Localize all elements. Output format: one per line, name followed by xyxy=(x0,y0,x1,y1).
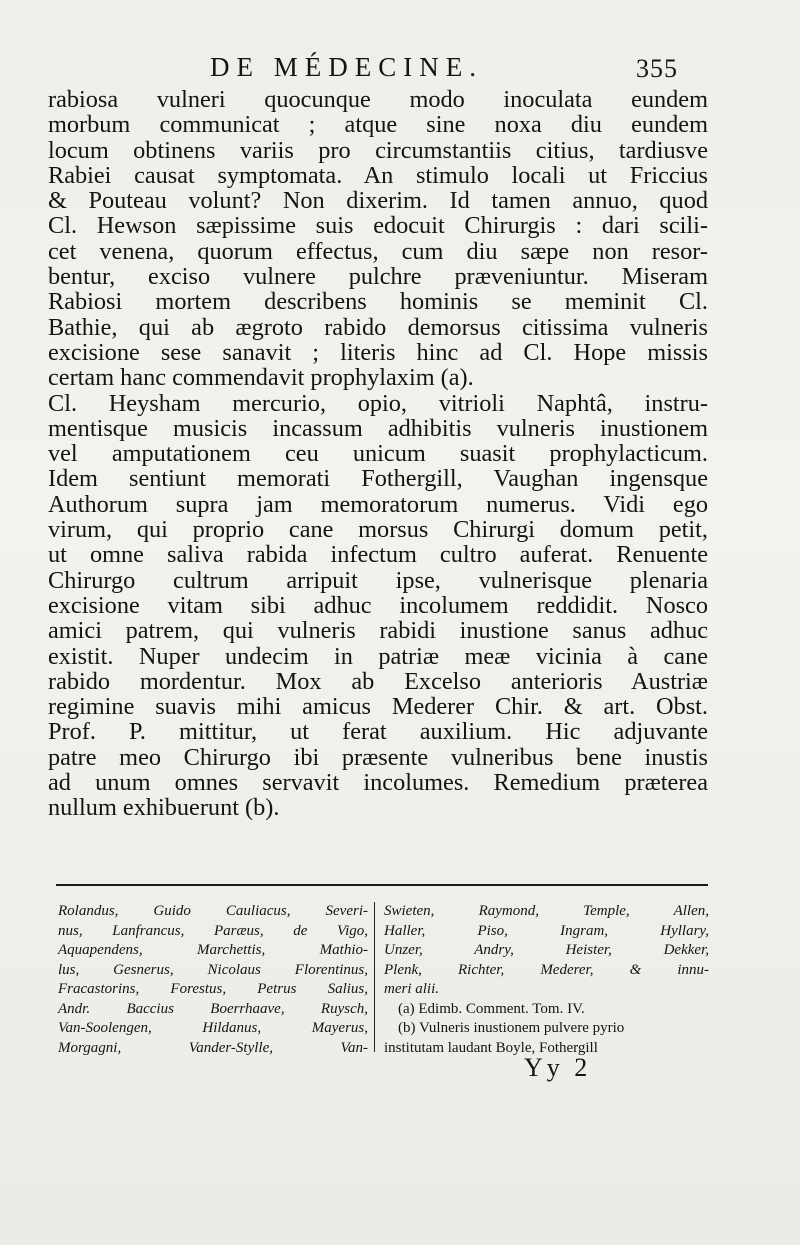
text-line: virum, qui proprio cane morsus Chirurgi domum petit, xyxy=(48,516,708,544)
footnote-line: meri alii. xyxy=(384,981,439,997)
text-line: rabiosa vulneri quocunque modo inoculata eundem xyxy=(48,86,708,113)
text-line: Authorum supra jam memoratorum numerus. Vidi ego xyxy=(48,490,708,518)
text-line: morbum communicat ; atque sine noxa diu eundem xyxy=(48,111,708,139)
text-line: vel amputationem ceu unicum suasit prophylacticum. xyxy=(48,440,708,468)
footnote-line: Rolandus, Guido Cauliacus, Severi- xyxy=(58,903,368,919)
text-line: Rabiei causat symptomata. An stimulo locali ut Friccius xyxy=(48,161,708,189)
text-line: Cl. Hewson sæpissime suis edocuit Chirurgis : dari scili- xyxy=(48,212,708,240)
text-line: locum obtinens variis pro circumstantiis citius, tardiusve xyxy=(48,136,708,164)
text-line: Idem sentiunt memorati Fothergill, Vaughan ingensque xyxy=(48,465,708,493)
page-header xyxy=(0,48,800,88)
signature-mark: Yy 2 xyxy=(524,1053,592,1082)
text-line: ut omne saliva rabida infectum cultro auferat. Renuente xyxy=(48,541,708,569)
text-line: Chirurgo cultrum arripuit ipse, vulnerisque plenaria xyxy=(48,566,708,594)
page-number: 355 xyxy=(636,54,678,83)
footnote-line: Plenk, Richter, Mederer, & innu- xyxy=(384,961,709,978)
text-line: Bathie, qui ab ægroto rabido demorsus citissima vulneris xyxy=(48,313,708,341)
text-line: rabido mordentur. Mox ab Excelso anterioris Austriæ xyxy=(48,667,708,695)
footnote-line: nus, Lanfrancus, Paræus, de Vigo, xyxy=(58,922,368,939)
footnote-line: Morgagni, Vander-Stylle, Van- xyxy=(58,1039,368,1056)
footnote-b-continued: institutam laudant Boyle, Fothergill xyxy=(384,1039,598,1056)
text-line: amici patrem, qui vulneris rabidi inustione sanus adhuc xyxy=(48,617,708,645)
footnote-right-column xyxy=(384,902,709,1058)
text-line: existit. Nuper undecim in patriæ meæ vicinia à cane xyxy=(48,642,708,670)
text-line: nullum exhibuerunt (b). xyxy=(48,794,280,822)
footnote-line: Swieten, Raymond, Temple, Allen, xyxy=(384,903,709,919)
text-line: cet venena, quorum effectus, cum diu sæpe non resor- xyxy=(48,237,708,265)
footnote-line: Unzer, Andry, Heister, Dekker, xyxy=(384,942,709,958)
footnote-line: Van-Soolengen, Hildanus, Mayerus, xyxy=(58,1020,368,1036)
text-line: Prof. P. mittitur, ut ferat auxilium. Hic adjuvante xyxy=(48,718,708,746)
text-line: excisione sese sanavit ; literis hinc ad Cl. Hope missis xyxy=(48,338,708,366)
text-line: mentisque musicis incassum adhibitis vulneris inustionem xyxy=(48,414,708,442)
footnote-line: Fracastorins, Forestus, Petrus Salius, xyxy=(58,981,368,997)
text-line: excisione vitam sibi adhuc incolumem reddidit. Nosco xyxy=(48,591,708,619)
footnote-a: (a) Edimb. Comment. Tom. IV. xyxy=(398,1000,585,1017)
footnote-line: Andr. Baccius Boerrhaave, Ruysch, xyxy=(58,1000,368,1017)
text-line: ad unum omnes servavit incolumes. Remedium præterea xyxy=(48,769,708,797)
text-line: certam hanc commendavit prophylaxim (a). xyxy=(48,364,474,392)
footnote-line: lus, Gesnerus, Nicolaus Florentinus, xyxy=(58,961,368,978)
text-line: bentur, exciso vulnere pulchre præveniuntur. Miseram xyxy=(48,263,708,291)
footnote-b: (b) Vulneris inustionem pulvere pyrio xyxy=(398,1020,625,1036)
footnote-left-column xyxy=(58,902,368,1058)
text-line: & Pouteau volunt? Non dixerim. Id tamen annuo, quod xyxy=(48,187,708,215)
running-head: DE MÉDECINE. xyxy=(210,52,483,82)
text-line: Rabiosi mortem describens hominis se meminit Cl. xyxy=(48,288,708,316)
text-line: Cl. Heysham mercurio, opio, vitrioli Naphtâ, instru- xyxy=(48,389,708,417)
footnote-column-divider xyxy=(374,902,375,1052)
text-line: regimine suavis mihi amicus Mederer Chir. & art. Obst. xyxy=(48,693,708,721)
footnote-line: Haller, Piso, Ingram, Hyllary, xyxy=(384,922,709,939)
footnote-line: Aquapendens, Marchettis, Mathio- xyxy=(58,942,368,958)
text-line: patre meo Chirurgo ibi præsente vulneribus bene inustis xyxy=(48,743,708,771)
main-text xyxy=(48,87,708,821)
footnote-rule xyxy=(56,884,708,886)
